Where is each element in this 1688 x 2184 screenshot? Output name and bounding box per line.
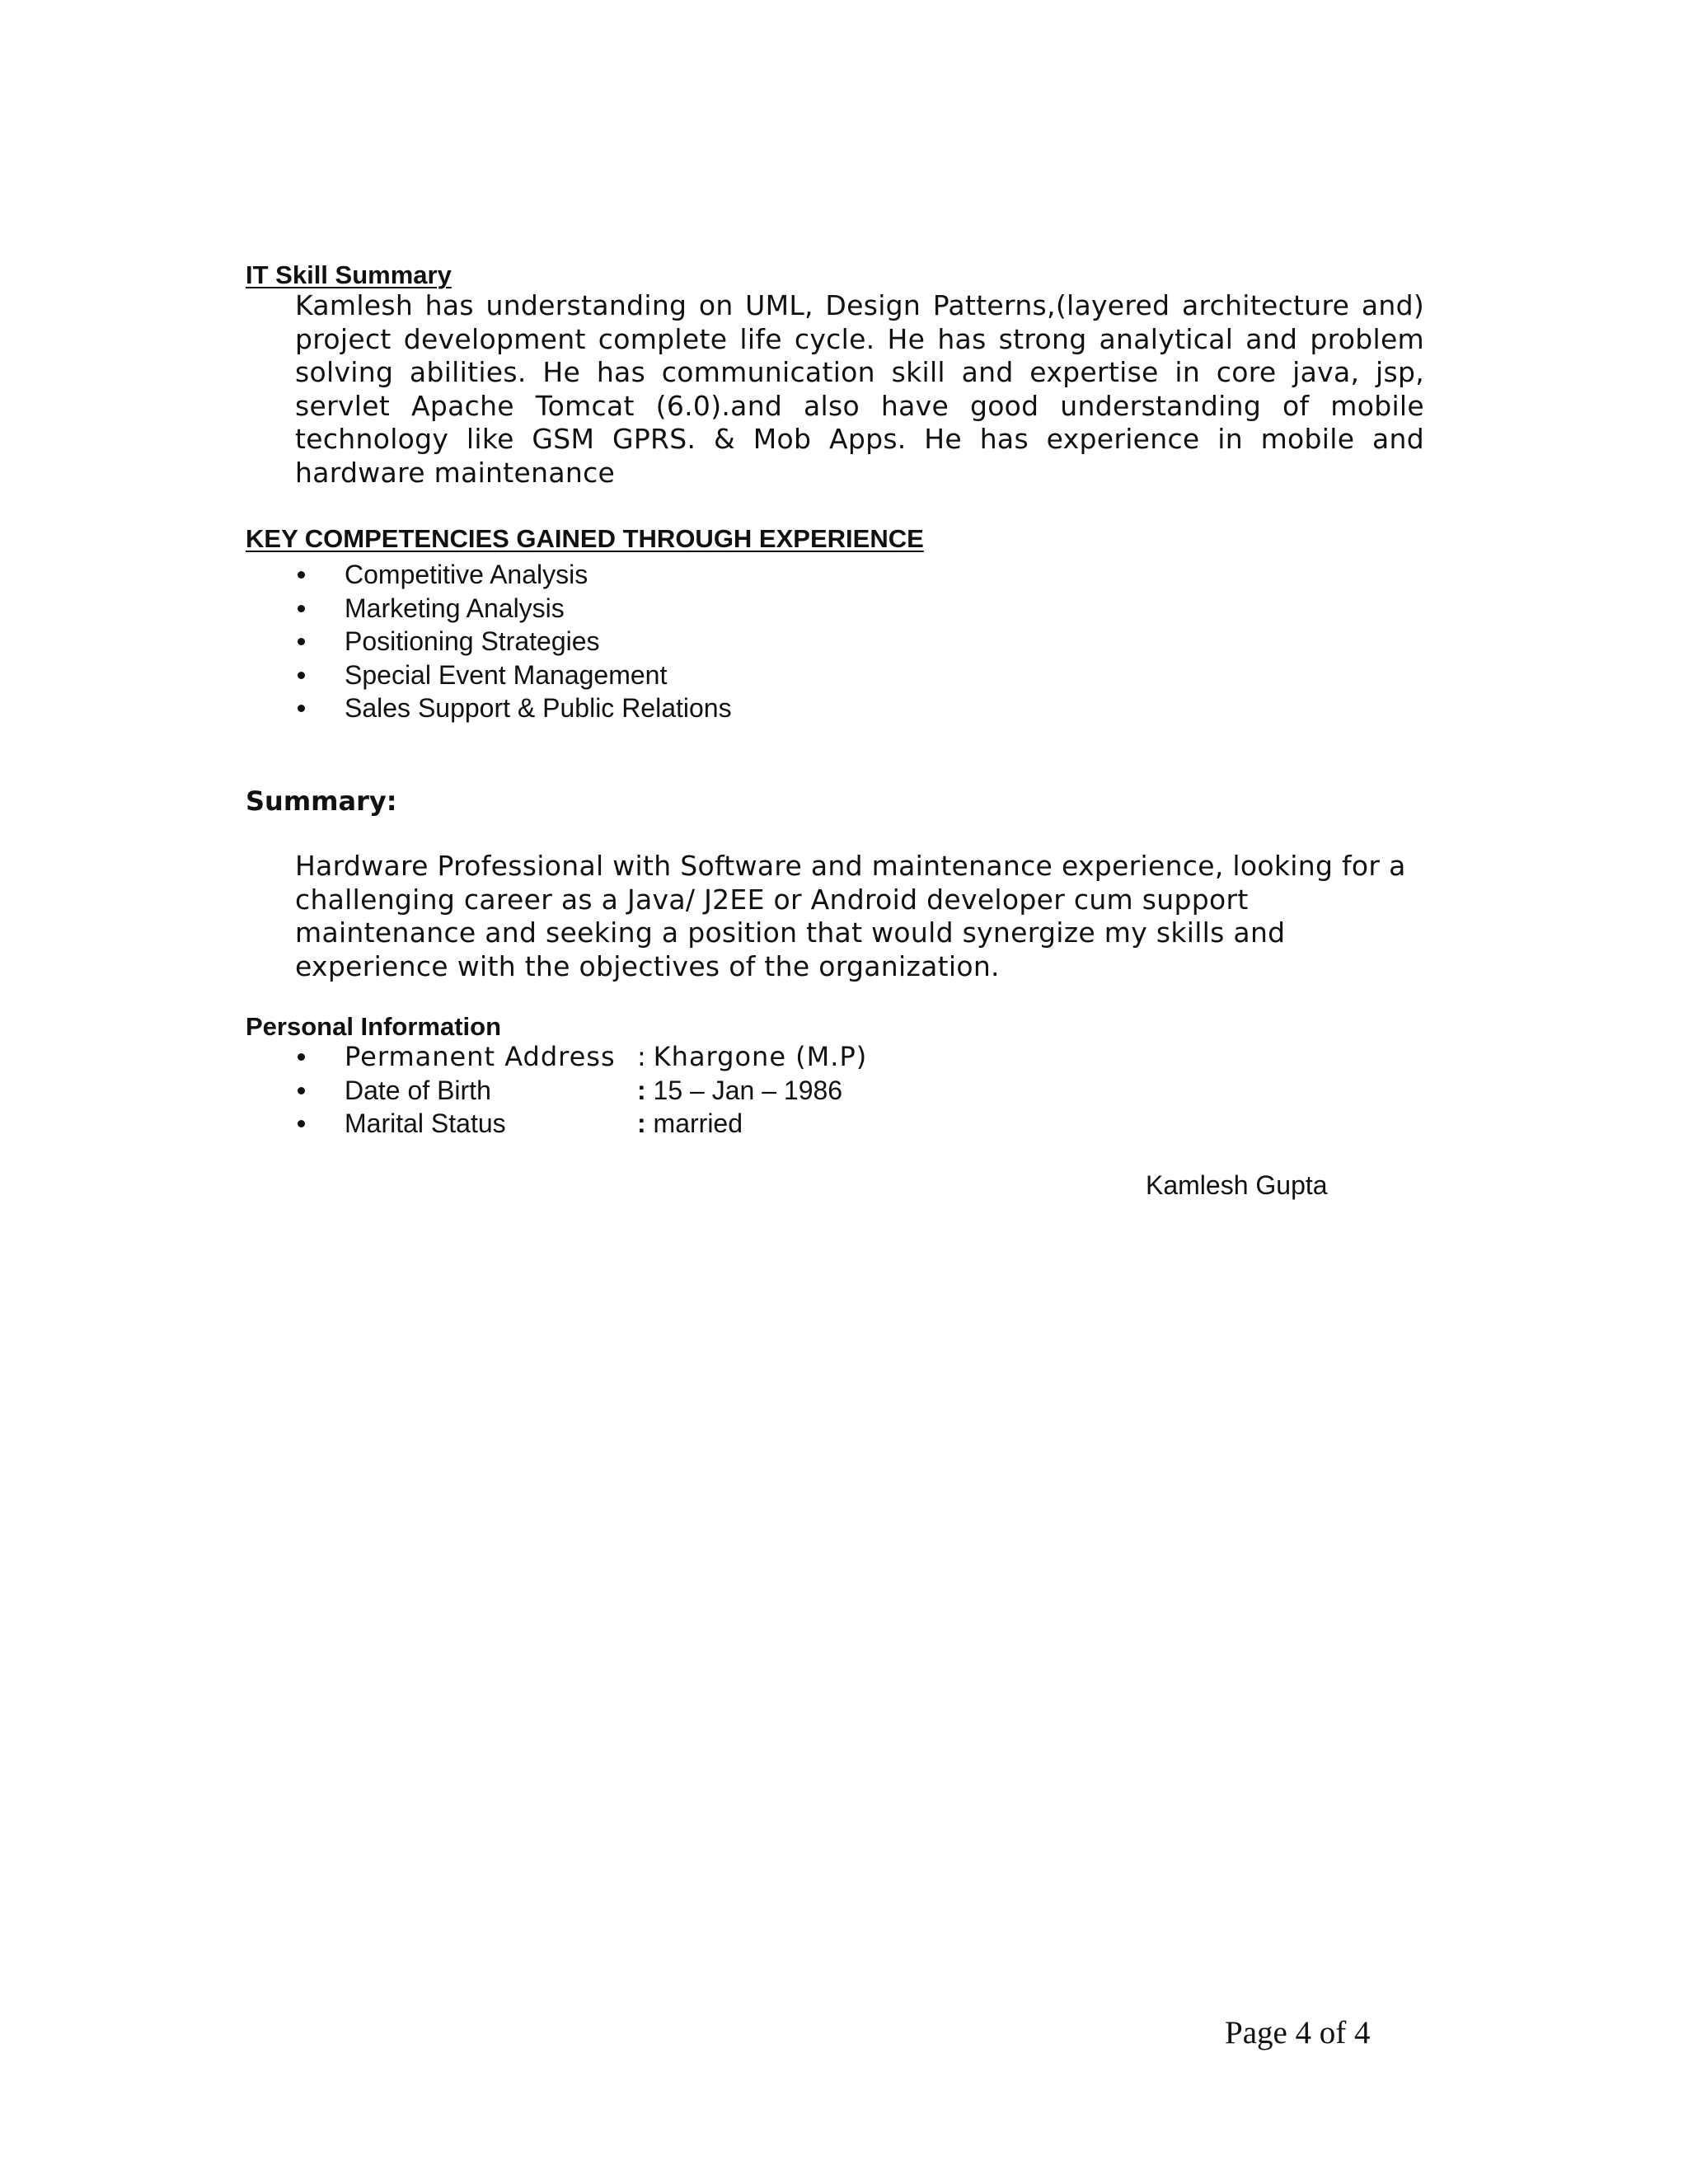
bullet-icon — [298, 1087, 305, 1094]
it-skill-summary-heading: IT Skill Summary — [246, 260, 452, 289]
competencies-list — [295, 558, 732, 725]
bullet-icon — [298, 705, 305, 712]
list-item — [295, 1040, 867, 1074]
summary-line: maintenance and seeking a position that would synergize my skills and — [295, 916, 1286, 949]
it-skill-line: project development complete life cycle. He has strong analytical and problem — [295, 322, 1424, 355]
list-item — [295, 1107, 867, 1141]
it-skill-line: Kamlesh has understanding on UML, Design Patterns,(layered architecture and) — [295, 289, 1424, 321]
personal-information-heading: Personal Information — [246, 1012, 502, 1041]
it-skill-line: hardware maintenance — [295, 456, 616, 489]
marital-status-value: married — [653, 1108, 743, 1138]
key-competencies-heading: KEY COMPETENCIES GAINED THROUGH EXPERIENCE — [246, 524, 924, 553]
bullet-icon — [298, 672, 305, 679]
field-colon: : — [637, 1108, 646, 1138]
summary-line: Hardware Professional with Software and maintenance experience, looking for a — [295, 850, 1406, 882]
permanent-address-label: Permanent Address — [345, 1041, 616, 1072]
list-item: Marketing Analysis — [295, 592, 732, 626]
field-colon: : — [637, 1041, 646, 1072]
field-colon: : — [637, 1075, 646, 1105]
date-of-birth-value: 15 – Jan – 1986 — [653, 1075, 843, 1105]
permanent-address-value: Khargone (M.P) — [653, 1041, 868, 1072]
it-skill-line: servlet Apache Tomcat (6.0).and also have good understanding of mobile — [295, 389, 1424, 422]
list-item — [295, 1074, 867, 1108]
it-skill-line: technology like GSM GPRS. & Mob Apps. He has experience in mobile and — [295, 423, 1424, 455]
bullet-icon — [298, 1120, 305, 1127]
list-item: Sales Support & Public Relations — [295, 691, 732, 725]
personal-info-list — [295, 1040, 867, 1141]
marital-status-label: Marital Status — [345, 1108, 506, 1138]
signature-name: Kamlesh Gupta — [1146, 1170, 1328, 1200]
bullet-icon — [298, 1053, 305, 1061]
summary-heading: Summary: — [246, 785, 397, 817]
bullet-icon — [298, 571, 305, 579]
it-skill-summary-text — [295, 289, 1424, 490]
bullet-icon — [298, 605, 305, 612]
date-of-birth-label: Date of Birth — [345, 1075, 491, 1105]
summary-line: experience with the objectives of the organization. — [295, 949, 1000, 982]
page-number: Page 4 of 4 — [1225, 2015, 1371, 2050]
summary-text — [295, 850, 1406, 983]
bullet-icon — [298, 638, 305, 645]
it-skill-line: solving abilities. He has communication skill and expertise in core java, jsp, — [295, 356, 1424, 388]
list-item: Competitive Analysis — [295, 558, 732, 592]
list-item: Positioning Strategies — [295, 625, 732, 658]
list-item: Special Event Management — [295, 658, 732, 692]
summary-line: challenging career as a Java/ J2EE or Android developer cum support — [295, 883, 1249, 916]
